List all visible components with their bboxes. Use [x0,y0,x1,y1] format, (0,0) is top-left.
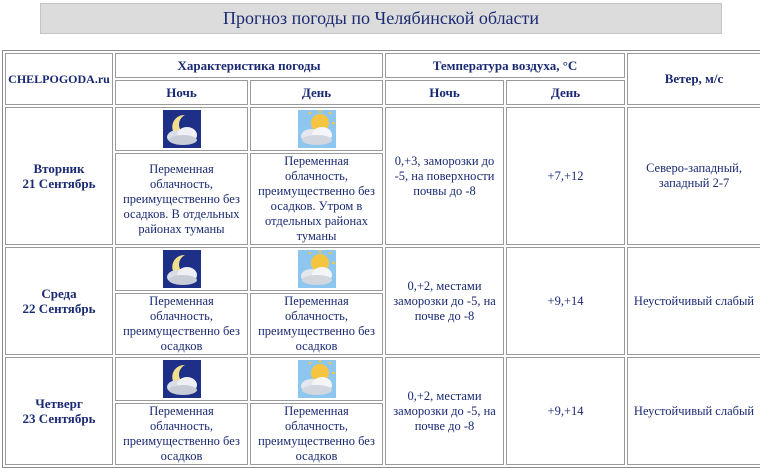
day-description: Переменная облачность, преимущественно без осадков. Утром в отдельных районах туманы [250,153,383,245]
day-label [5,357,113,465]
forecast-table [2,50,760,468]
night-weather-cell [115,357,248,401]
date: 22 Сентябрь [22,301,96,316]
day-temp: +7,+12 [506,107,625,245]
header-char-night: Ночь [115,80,248,105]
wind: Неустойчивый слабый [627,247,760,355]
date: 21 Сентябрь [22,176,96,191]
night-weather-cell [115,247,248,291]
sun-cloud-icon [298,110,336,148]
night-description: Переменная облачность, преимущественно без осадков [115,403,248,465]
night-temp: 0,+2, местами заморозки до -5, на почве до -8 [385,247,504,355]
weekday: Среда [41,286,77,301]
moon-cloud-icon [163,360,201,398]
brand-label: CHELPOGODA.ru [5,53,113,105]
day-temp: +9,+14 [506,357,625,465]
night-temp: 0,+2, местами заморозки до -5, на почве до -8 [385,357,504,465]
day-label [5,247,113,355]
date: 23 Сентябрь [22,411,96,426]
weekday: Четверг [35,396,83,411]
night-description: Переменная облачность, преимущественно без осадков. В отдельных районах туманы [115,153,248,245]
day-label [5,107,113,245]
sun-cloud-icon [298,250,336,288]
wind: Неустойчивый слабый [627,357,760,465]
wind: Северо-западный, западный 2-7 [627,107,760,245]
table-row [5,357,760,401]
moon-cloud-icon [163,110,201,148]
header-char-day: День [250,80,383,105]
header-temperature: Температура воздуха, °С [385,53,625,78]
day-weather-cell [250,357,383,401]
header-characteristics: Характеристика погоды [115,53,383,78]
night-weather-cell [115,107,248,151]
night-description: Переменная облачность, преимущественно без осадков [115,293,248,355]
header-temp-night: Ночь [385,80,504,105]
header-wind: Ветер, м/с [627,53,760,105]
day-temp: +9,+14 [506,247,625,355]
table-row [5,107,760,151]
sun-cloud-icon [298,360,336,398]
day-description: Переменная облачность, преимущественно без осадков [250,403,383,465]
night-temp: 0,+3, заморозки до -5, на поверхности почвы до -8 [385,107,504,245]
table-row [5,247,760,291]
day-weather-cell [250,107,383,151]
weekday: Вторник [33,161,85,176]
day-weather-cell [250,247,383,291]
moon-cloud-icon [163,250,201,288]
page-title: Прогноз погоды по Челябинской области [40,3,722,34]
day-description: Переменная облачность, преимущественно без осадков [250,293,383,355]
header-temp-day: День [506,80,625,105]
